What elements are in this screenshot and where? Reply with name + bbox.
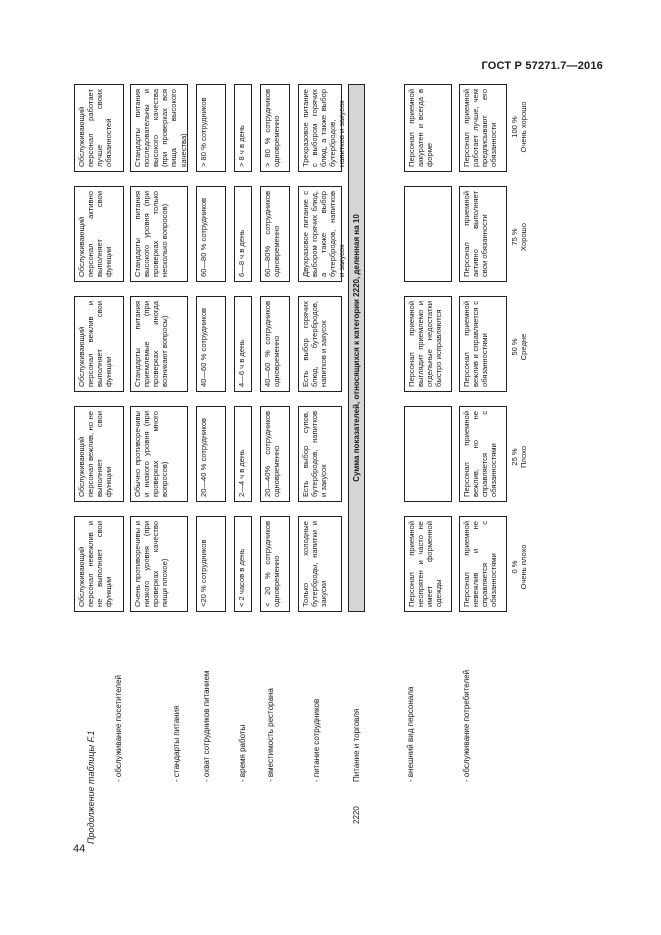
col-label: Очень хорошо bbox=[519, 101, 529, 153]
table-cell: 60—80% сотрудников одновременно bbox=[260, 186, 290, 282]
table-cell: Только холодные бутерброды, напитки и закуски bbox=[298, 516, 342, 612]
row-label: - стандарты питания bbox=[172, 705, 181, 782]
table-cell: > 80 % сотрудников одновременно bbox=[260, 84, 290, 172]
table-cell: Персонал приемной аккуратен и всегда в форме bbox=[404, 84, 452, 172]
table-cell: Обслуживающий персонал вежлив, но не выполняет свои функции bbox=[74, 406, 124, 502]
rotated-table-page bbox=[74, 84, 619, 844]
table-cell: Стандарты питания последовательны и высокого качества (при проверках вся пища высокого качества) bbox=[130, 84, 188, 172]
table-cell: Персонал приемной активно выполняет свои обязанности bbox=[459, 186, 507, 282]
table-cell: 20—40 % сотрудников bbox=[196, 406, 226, 502]
table-cell: Есть выбор горячих блюд, бутербродов, напитков и закусок bbox=[298, 296, 342, 392]
row-label: - вместимость ресторана bbox=[266, 688, 275, 782]
table-cell: Обслуживающий персонал активно выполняет свои функции bbox=[74, 186, 124, 282]
section-title: Питание и торговля bbox=[352, 708, 361, 782]
table-cell: 4—6 ч в день bbox=[234, 296, 252, 392]
table-cell: Персонал приемной невежлив и не справляется с обязанностями bbox=[459, 516, 507, 612]
col-header-3 bbox=[510, 192, 529, 282]
page-number: 44 bbox=[73, 843, 86, 855]
col-label: Очень плохо bbox=[519, 544, 529, 590]
col-label: Хорошо bbox=[519, 223, 529, 251]
table-cell: Трехразовое питание с выбором горячих блюд, а также выбор бутербродов, напитков и закусок bbox=[298, 84, 342, 172]
col-label: Средне bbox=[519, 333, 529, 361]
col-percent: 0 % bbox=[510, 560, 519, 574]
table-cell: Персонал приемной работает лучше, чем предписывают его обязанности bbox=[459, 84, 507, 172]
table-cell: Обслуживающий персонал работает лучше своих обязанностей bbox=[74, 84, 124, 172]
table-cell: > 80 % сотрудников bbox=[196, 84, 226, 172]
row-label: - охват сотрудников питанием bbox=[202, 670, 211, 782]
table-cell bbox=[404, 406, 452, 502]
table-cell: Персонал приемной выглядит приемлемо и отдельные недостатки быстро исправляются bbox=[404, 296, 452, 392]
col-percent: 25 % bbox=[510, 448, 519, 466]
row-label: - питание сотрудников bbox=[312, 698, 321, 782]
col-header-1 bbox=[510, 412, 529, 502]
table-cell: Обслуживающий персонал вежлив и выполняет свои функции bbox=[74, 296, 124, 392]
table-cell: Есть выбор супов, бутербродов, напитков и закусок bbox=[298, 406, 342, 502]
row-label: - время работы bbox=[238, 724, 247, 782]
table-cell: 2—4 ч в день bbox=[234, 406, 252, 502]
table-cell: 40—60 % сотрудников одновременно bbox=[260, 296, 290, 392]
col-percent: 100 % bbox=[510, 116, 519, 138]
table-cell: 20—40% сотрудников одновременно bbox=[260, 406, 290, 502]
table-cell: 40—60 % сотрудников bbox=[196, 296, 226, 392]
table-cell: < 20 % сотрудников одновременно bbox=[260, 516, 290, 612]
table-cell: Двухразовое питание с выбором горячих блюд, а также выбор бутербродов, напитков и закусок bbox=[298, 186, 342, 282]
standard-code: ГОСТ Р 57271.7—2016 bbox=[481, 60, 603, 72]
col-header-2 bbox=[510, 302, 529, 392]
table-cell bbox=[404, 186, 452, 282]
table-cell: Персонал приемной вежлив и справляется с обязанностями bbox=[459, 296, 507, 392]
col-header-0 bbox=[510, 522, 529, 612]
section-code: 2220 bbox=[352, 806, 361, 824]
row-label: - внешний вид персонала bbox=[406, 686, 415, 782]
table-cell: Персонал приемной вежлив, но не справляется с обязанностями bbox=[459, 406, 507, 502]
row-label: - обслуживание посетителей bbox=[114, 674, 123, 782]
table-cell: Персонал приемной неопрятен и часто не имеет форменной одежды bbox=[404, 516, 452, 612]
table-cell: > 8 ч в день bbox=[234, 84, 252, 172]
table-cell: Стандарты питания высокого уровня (при проверках только несколько вопросов) bbox=[130, 186, 188, 282]
col-header-4 bbox=[510, 82, 529, 172]
table-cell: Обслуживающий персонал невежлив и не выполняет свои функции bbox=[74, 516, 124, 612]
row-label: - обслуживание потребителей bbox=[462, 669, 471, 782]
table-cell: < 2 часов в день bbox=[234, 516, 252, 612]
table-cell: Стандарты питания приемлемые (при проверках иногда возникают вопросы) bbox=[130, 296, 188, 392]
continuation-label: Продолжение таблицы F.1 bbox=[86, 730, 96, 844]
col-percent: 75 % bbox=[510, 228, 519, 246]
sum-bar: Сумма показателей, относящихся к категории 2220, деленная на 10 bbox=[348, 84, 365, 612]
table-cell: <20 % сотрудников bbox=[196, 516, 226, 612]
table-cell: 6—8 ч в день bbox=[234, 186, 252, 282]
table-cell: 60—80 % сотрудников bbox=[196, 186, 226, 282]
col-label: Плохо bbox=[519, 445, 529, 469]
table-cell: Обычно противоречивы и низкого уровня (при проверках много вопросов) bbox=[130, 406, 188, 502]
col-percent: 50 % bbox=[510, 338, 519, 356]
table-cell: Очень противоречивы и низкого уровня (при проверках качество пищи плохое) bbox=[130, 516, 188, 612]
